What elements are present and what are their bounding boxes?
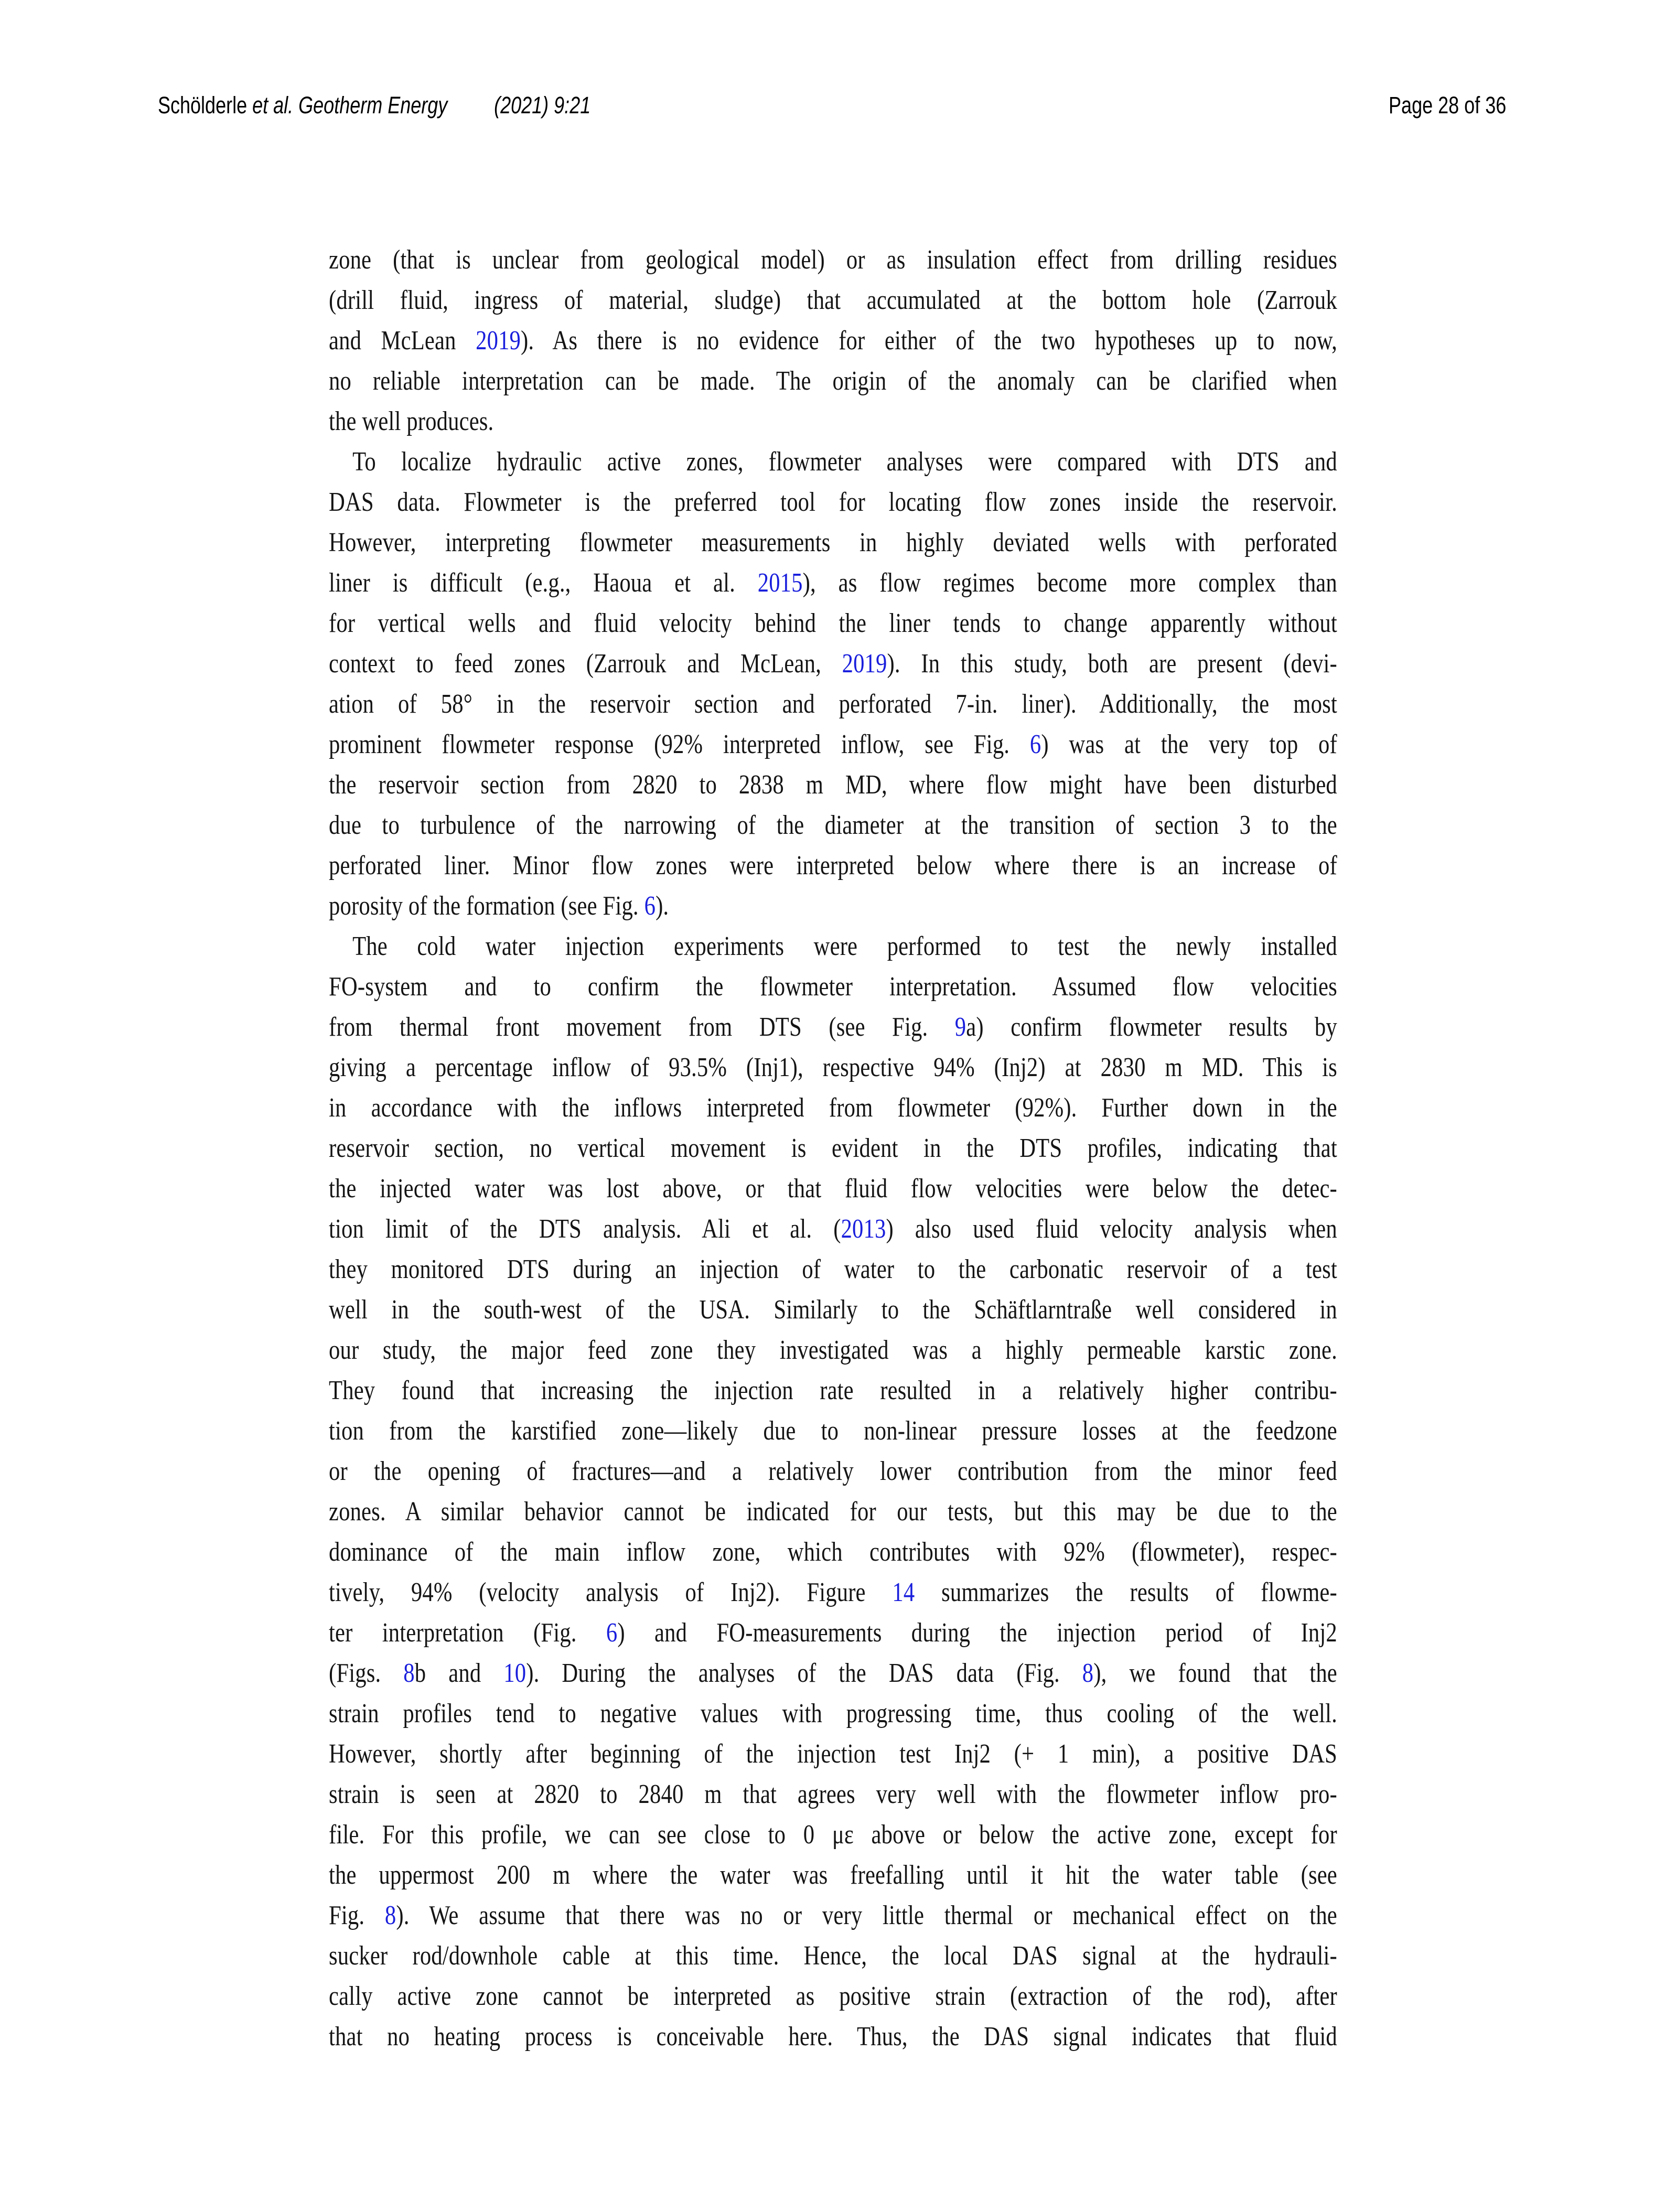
text-segment: prominent flowmeter response (92% interpreted inflow, see Fig. [329, 729, 1030, 759]
body-text-column [329, 240, 1337, 2057]
text-segment: the injected water was lost above, or that fluid flow velocities were below the detec- [329, 1174, 1337, 1204]
body-line [329, 1814, 1337, 1855]
text-segment: To localize hydraulic active zones, flowmeter analyses were compared with DTS and [352, 447, 1337, 477]
body-line [329, 1209, 1337, 1249]
citation-link[interactable]: 8 [384, 1900, 396, 1930]
text-segment: However, interpreting flowmeter measurements in highly deviated wells with perforated [329, 528, 1337, 557]
body-line [329, 1734, 1337, 1774]
text-segment: (Figs. [329, 1658, 404, 1688]
body-line [329, 1855, 1337, 1895]
body-line [329, 1047, 1337, 1088]
text-segment: (drill fluid, ingress of material, sludge) that accumulated at the bottom hole (Zarrouk [329, 285, 1337, 315]
body-line [329, 361, 1337, 401]
body-line [329, 1976, 1337, 2016]
text-segment: for vertical wells and fluid velocity behind the liner tends to change apparently without [329, 608, 1337, 638]
body-line [329, 401, 1337, 442]
citation-link[interactable]: 2019 [842, 649, 887, 679]
text-segment: tion from the karstified zone—likely due to non-linear pressure losses at the feedzone [329, 1416, 1337, 1446]
paragraph [329, 240, 1337, 442]
text-segment: ) was at the very top of [1041, 729, 1337, 759]
body-line [329, 280, 1337, 320]
text-segment: strain is seen at 2820 to 2840 m that agrees very well with the flowmeter inflow pro- [329, 1779, 1337, 1809]
citation-link[interactable]: 2015 [757, 568, 803, 598]
body-line [329, 1330, 1337, 1370]
text-segment: from thermal front movement from DTS (see Fig. [329, 1012, 955, 1042]
text-segment: dominance of the main inflow zone, which contributes with 92% (flowmeter), respec- [329, 1537, 1337, 1567]
text-segment: due to turbulence of the narrowing of the diameter at the transition of section 3 to the [329, 810, 1337, 840]
body-line [329, 1572, 1337, 1613]
body-line [329, 926, 1337, 967]
running-head-authors: Schölderle [158, 92, 248, 119]
text-segment: The cold water injection experiments were performed to test the newly installed [352, 931, 1337, 961]
body-line [329, 1613, 1337, 1653]
text-segment: reservoir section, no vertical movement is evident in the DTS profiles, indicating that [329, 1133, 1337, 1163]
body-line [329, 1088, 1337, 1128]
citation-link[interactable]: 8 [1082, 1658, 1094, 1688]
text-segment: ter interpretation (Fig. [329, 1618, 606, 1648]
body-line [329, 1532, 1337, 1572]
body-line [329, 603, 1337, 643]
citation-link[interactable]: 2013 [841, 1214, 886, 1244]
text-segment: Fig. [329, 1900, 385, 1930]
body-line [329, 1774, 1337, 1814]
text-segment: ) also used fluid velocity analysis when [886, 1214, 1337, 1244]
citation-link[interactable]: 8 [403, 1658, 415, 1688]
text-segment: ). As there is no evidence for either of the two hypotheses up to now, [521, 326, 1337, 356]
body-line [329, 886, 1337, 926]
text-segment: the reservoir section from 2820 to 2838 m MD, where flow might have been disturbed [329, 770, 1337, 800]
body-line [329, 1895, 1337, 1936]
body-line [329, 1451, 1337, 1491]
body-line [329, 563, 1337, 603]
text-segment: ) and FO-measurements during the injection period of Inj2 [617, 1618, 1337, 1648]
text-segment: giving a percentage inflow of 93.5% (Inj1), respective 94% (Inj2) at 2830 m MD. This is [329, 1053, 1337, 1082]
text-segment: ), we found that the [1093, 1658, 1337, 1688]
body-line [329, 482, 1337, 522]
text-segment: no reliable interpretation can be made. The origin of the anomaly can be clarified when [329, 366, 1337, 396]
body-line [329, 1936, 1337, 1976]
text-segment: file. For this profile, we can see close to 0 με above or below the active zone, except for [329, 1820, 1337, 1850]
body-line [329, 1491, 1337, 1532]
text-segment: ation of 58° in the reservoir section and perforated 7-in. liner). Additionally, the most [329, 689, 1337, 719]
body-line [329, 1128, 1337, 1168]
text-segment: tively, 94% (velocity analysis of Inj2). Figure [329, 1577, 893, 1607]
body-line [329, 1007, 1337, 1047]
body-line [329, 2016, 1337, 2057]
body-line [329, 967, 1337, 1007]
text-segment: and McLean [329, 326, 476, 356]
citation-link[interactable]: 14 [892, 1577, 915, 1607]
body-line [329, 1411, 1337, 1451]
paragraph [329, 926, 1337, 2057]
running-head [158, 92, 590, 119]
text-segment: a) confirm flowmeter results by [966, 1012, 1337, 1042]
text-segment: cally active zone cannot be interpreted as positive strain (extraction of the rod), after [329, 1981, 1337, 2011]
text-segment: well in the south-west of the USA. Similarly to the Schäftlarntraße well considered in [329, 1295, 1337, 1325]
citation-link[interactable]: 10 [503, 1658, 527, 1688]
citation-link[interactable]: 6 [606, 1618, 618, 1648]
text-segment: ). [656, 891, 669, 921]
text-segment: perforated liner. Minor flow zones were interpreted below where there is an increase of [329, 851, 1337, 880]
citation-link[interactable]: 2019 [476, 326, 521, 356]
text-segment: zone (that is unclear from geological model) or as insulation effect from drilling residues [329, 245, 1337, 275]
citation-link[interactable]: 6 [1029, 729, 1041, 759]
running-head-issue: (2021) 9:21 [494, 92, 591, 119]
body-line [329, 724, 1337, 765]
paragraph [329, 442, 1337, 926]
body-line [329, 1653, 1337, 1693]
text-segment: our study, the major feed zone they investigated was a highly permeable karstic zone. [329, 1335, 1337, 1365]
text-segment: the uppermost 200 m where the water was freefalling until it hit the water table (see [329, 1860, 1337, 1890]
text-segment: ). We assume that there was no or very little thermal or mechanical effect on the [396, 1900, 1337, 1930]
text-segment: b and [414, 1658, 504, 1688]
text-segment: DAS data. Flowmeter is the preferred tool for locating flow zones inside the reservoir. [329, 487, 1337, 517]
body-line [329, 1370, 1337, 1411]
body-line [329, 845, 1337, 886]
body-line [329, 1168, 1337, 1209]
body-line [329, 1249, 1337, 1290]
text-segment: porosity of the formation (see Fig. [329, 891, 644, 921]
text-segment: context to feed zones (Zarrouk and McLean, [329, 649, 842, 679]
text-segment: or the opening of fractures—and a relatively lower contribution from the minor feed [329, 1456, 1337, 1486]
text-segment: ). During the analyses of the DAS data (Fig. [526, 1658, 1082, 1688]
body-line [329, 240, 1337, 280]
body-line [329, 805, 1337, 845]
text-segment: that no heating process is conceivable here. Thus, the DAS signal indicates that fluid [329, 2022, 1337, 2052]
text-segment: zones. A similar behavior cannot be indicated for our tests, but this may be due to the [329, 1497, 1337, 1527]
text-segment: strain profiles tend to negative values with progressing time, thus cooling of the well. [329, 1699, 1337, 1728]
text-segment: They found that increasing the injection rate resulted in a relatively higher contribu- [329, 1376, 1337, 1405]
body-line [329, 442, 1337, 482]
text-segment: summarizes the results of flowme- [915, 1577, 1337, 1607]
body-line [329, 1290, 1337, 1330]
text-segment: However, shortly after beginning of the injection test Inj2 (+ 1 min), a positive DAS [329, 1739, 1337, 1769]
text-segment: liner is difficult (e.g., Haoua et al. [329, 568, 758, 598]
text-segment: ), as flow regimes become more complex than [802, 568, 1337, 598]
body-line [329, 320, 1337, 361]
text-segment: tion limit of the DTS analysis. Ali et al. ( [329, 1214, 841, 1244]
text-segment: ). In this study, both are present (devi- [887, 649, 1337, 679]
text-segment: sucker rod/downhole cable at this time. Hence, the local DAS signal at the hydrauli- [329, 1941, 1337, 1971]
body-line [329, 1693, 1337, 1734]
text-segment: the well produces. [329, 406, 494, 436]
citation-link[interactable]: 9 [954, 1012, 966, 1042]
citation-link[interactable]: 6 [644, 891, 656, 921]
page-number-label: Page 28 of 36 [1388, 92, 1506, 119]
text-segment: in accordance with the inflows interpreted from flowmeter (92%). Further down in the [329, 1093, 1337, 1123]
body-line [329, 643, 1337, 684]
body-line [329, 765, 1337, 805]
text-segment: they monitored DTS during an injection of water to the carbonatic reservoir of a test [329, 1254, 1337, 1284]
running-head-journal: et al. Geotherm Energy [247, 92, 448, 119]
body-line [329, 684, 1337, 724]
body-line [329, 522, 1337, 563]
text-segment: FO-system and to confirm the flowmeter interpretation. Assumed flow velocities [329, 972, 1337, 1002]
